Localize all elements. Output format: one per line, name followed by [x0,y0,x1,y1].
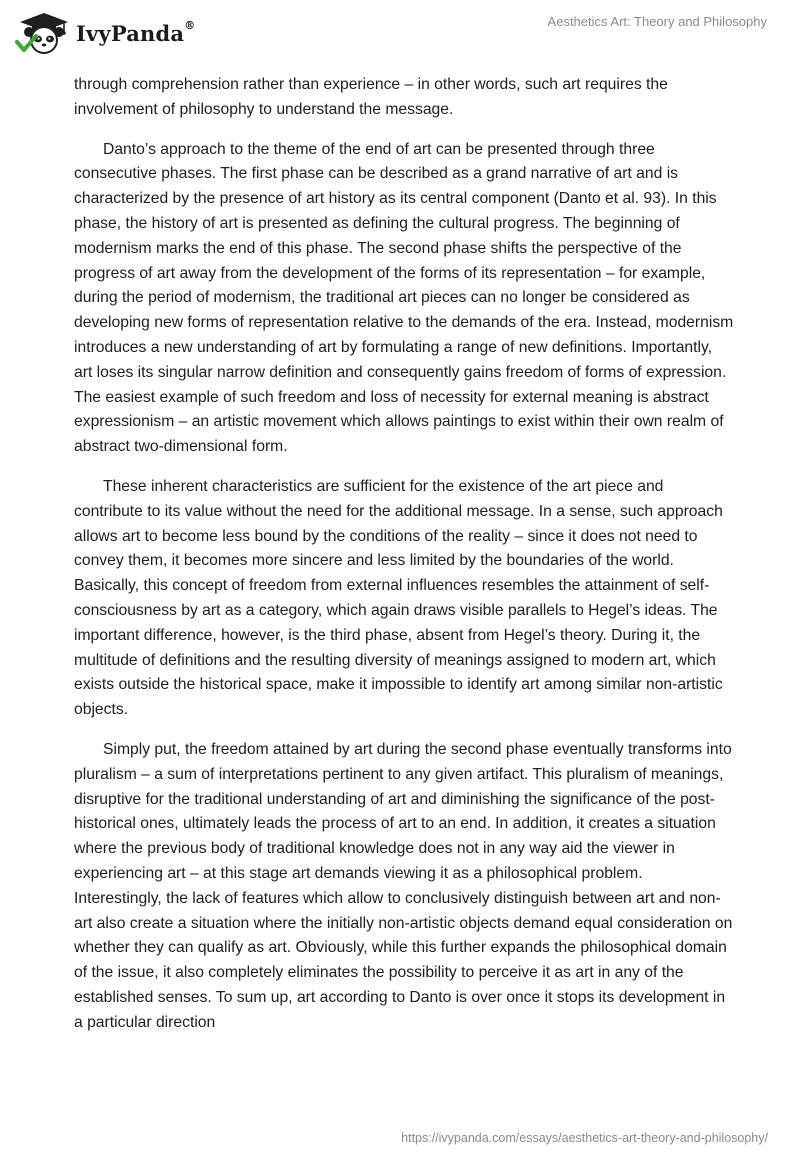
paragraph: through comprehension rather than experience – in other words, such art requires the involvement of philosophy to understand the message. [74,76,668,118]
registered-mark: ® [184,18,196,32]
brand-logo[interactable] [14,10,195,56]
source-url[interactable]: https://ivypanda.com/essays/aesthetics-art-theory-and-philosophy/ [401,1131,768,1145]
paragraph: Simply put, the freedom attained by art during the second phase eventually transforms into pluralism – a sum of interpretations pertinent to any given artifact. This pluralism of meanings, disruptive for the traditional understanding of art and diminishing the significance of the post-historical ones, ultimately leads the process of art to an end. In addition, it creates a situation where the previous body of traditional knowledge does not in any way aid the viewer in experiencing art – at this stage art demands viewing it as a philosophical problem. Interestingly, the lack of features which allow to conclusively distinguish between art and non-art also create a situation where the initially non-artistic objects demand equal consideration on whether they can qualify as art. Obviously, while this further expands the philosophical domain of the issue, it also completely eliminates the possibility to perceive it as art in any of the established senses. To sum up, art according to Danto is over once it stops its development in a particular direction [74,740,733,1031]
page-header [0,0,800,64]
document-title: Aesthetics Art: Theory and Philosophy [547,14,767,29]
paragraph: Danto’s approach to the theme of the end of art can be presented through three consecutive phases. The first phase can be described as a grand narrative of art and is characterized by the presence of art history as its central component (Danto et al. 93). In this phase, the history of art is presented as defining the cultural progress. The beginning of modernism marks the end of this phase. The second phase shifts the perspective of the progress of art away from the development of the forms of its representation – for example, during the period of modernism, the traditional art pieces can no longer be considered as developing new forms of representation relative to the demands of the era. Instead, modernism introduces a new understanding of art by formulating a range of new definitions. Importantly, art loses its singular narrow definition and consequently gains freedom of forms of expression. The easiest example of such freedom and loss of necessity for external meaning is abstract expressionism – an artistic movement which allows paintings to exist within their own realm of abstract two-dimensional form. [74,140,734,456]
brand-name [76,18,196,46]
essay-body [74,73,734,1050]
brand-name-text: IvyPanda [76,20,185,46]
panda-graduate-icon [14,10,72,56]
paragraph: These inherent characteristics are sufficient for the existence of the art piece and contribute to its value without the need for the additional message. In a sense, such approach allows art to become less bound by the conditions of the reality – since it does not need to convey them, it becomes more sincere and less limited by the boundaries of the world. Basically, this concept of freedom from external influences resembles the attainment of self-consciousness by art as a category, which again draws visible parallels to Hegel’s ideas. The important difference, however, is the third phase, absent from Hegel’s theory. During it, the multitude of definitions and the resulting diversity of meanings assigned to modern art, which exists outside the historical space, make it impossible to identify art among similar non-artistic objects. [74,477,723,719]
